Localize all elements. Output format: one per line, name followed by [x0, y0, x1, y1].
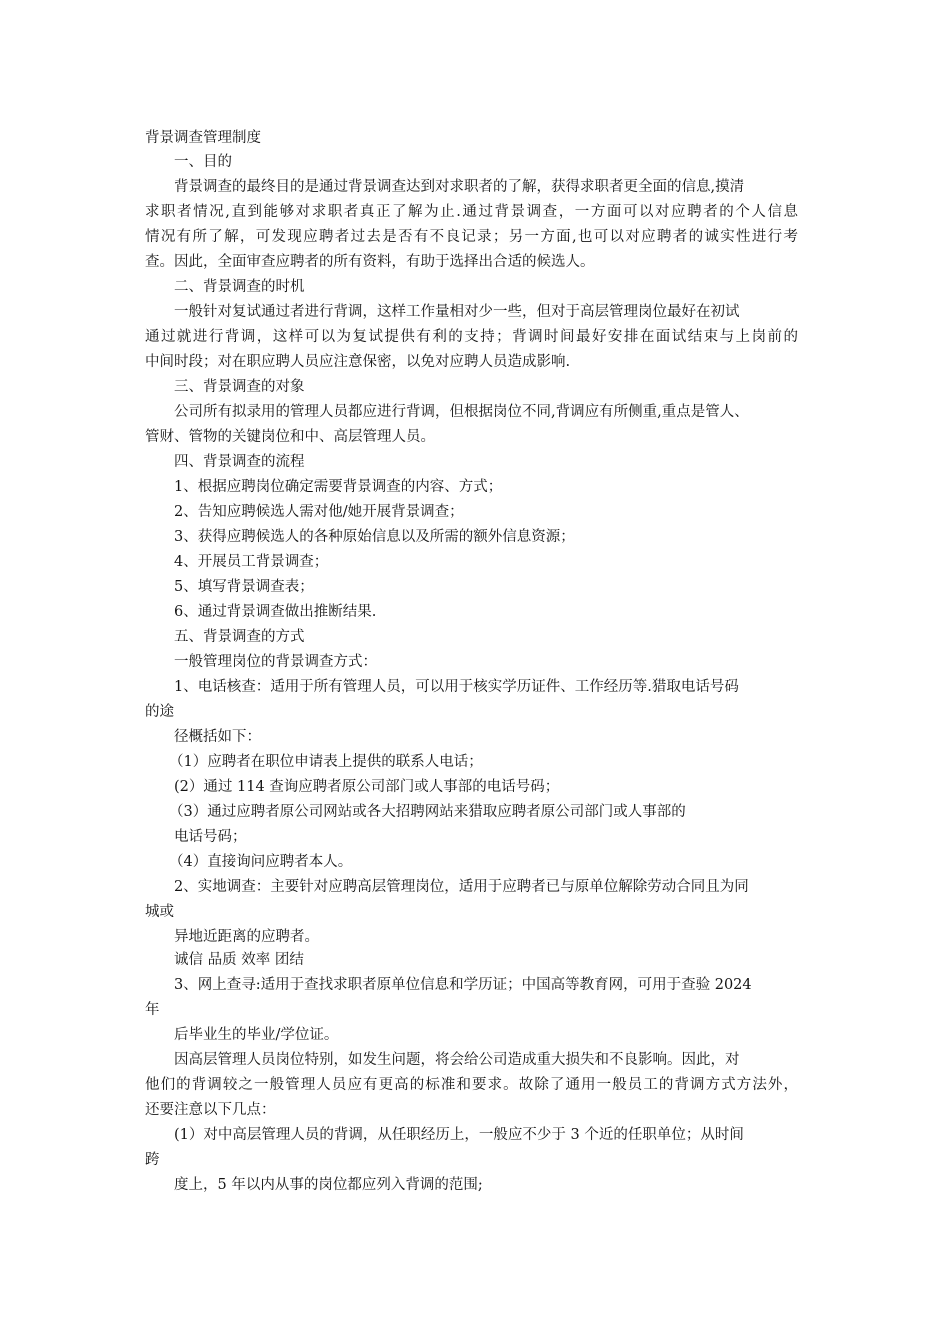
- method-phone-line: 径概括如下：: [174, 729, 261, 745]
- process-list-item: 1、根据应聘岗位确定需要背景调查的内容、方式；: [174, 479, 503, 495]
- timing-paragraph-line: 中间时段；对在职应聘人员应注意保密，以免对应聘人员造成影响.: [145, 354, 571, 370]
- process-list-item: 6、通过背景调查做出推断结果.: [174, 604, 377, 620]
- section-heading-purpose: 一、目的: [174, 154, 232, 170]
- process-list-item: 5、填写背景调查表；: [174, 579, 314, 595]
- purpose-paragraph-line: 求职者情况,直到能够对求职者真正了解为止.通过背景调查，一方面可以对应聘者的个人信息: [145, 204, 798, 220]
- purpose-paragraph-line: 查。因此，全面审查应聘者的所有资料，有助于选择出合适的候选人。: [145, 254, 595, 270]
- method-online-line: 后毕业生的毕业/学位证。: [174, 1027, 339, 1043]
- section-heading-timing: 二、背景调查的时机: [174, 279, 305, 295]
- process-list-item: 3、获得应聘候选人的各种原始信息以及所需的额外信息资源；: [174, 529, 575, 545]
- company-motto: 诚信 品质 效率 团结: [174, 952, 304, 968]
- process-list-item: 4、开展员工背景调查；: [174, 554, 329, 570]
- senior-paragraph-line: 他们的背调较之一般管理人员应有更高的标准和要求。故除了通用一般员工的背调方式方法外，: [145, 1077, 798, 1093]
- phone-source-item: （3）通过应聘者原公司网站或各大招聘网站来猎取应聘者原公司部门或人事部的: [169, 804, 686, 820]
- phone-source-item: （1）应聘者在职位申请表上提供的联系人电话；: [169, 754, 483, 770]
- phone-source-item: （4）直接询问应聘者本人。: [169, 854, 353, 870]
- method-phone-line: 1、电话核查：适用于所有管理人员，可以用于核实学历证件、工作经历等.猎取电话号码: [174, 679, 739, 695]
- subjects-paragraph-line: 公司所有拟录用的管理人员都应进行背调，但根据岗位不同,背调应有所侧重,重点是管人、: [174, 404, 749, 420]
- method-online-line: 3、网上查寻:适用于查找求职者原单位信息和学历证；中国高等教育网，可用于查验 2024: [174, 977, 752, 993]
- senior-point-line: (1）对中高层管理人员的背调，从任职经历上，一般应不少于 3 个近的任职单位；从时间: [174, 1127, 744, 1143]
- phone-source-item: 电话号码；: [174, 829, 247, 845]
- method-onsite-line: 城或: [145, 904, 174, 920]
- senior-paragraph-line: 还要注意以下几点：: [145, 1102, 276, 1118]
- phone-source-item: (2）通过 114 查询应聘者原公司部门或人事部的电话号码；: [174, 779, 560, 795]
- methods-intro: 一般管理岗位的背景调查方式：: [174, 654, 377, 670]
- subjects-paragraph-line: 管财、管物的关键岗位和中、高层管理人员。: [145, 429, 435, 445]
- method-phone-line: 的途: [145, 704, 174, 720]
- timing-paragraph-line: 通过就进行背调，这样可以为复试提供有利的支持；背调时间最好安排在面试结束与上岗前的: [145, 329, 798, 345]
- purpose-paragraph-line: 情况有所了解，可发现应聘者过去是否有不良记录；另一方面,也可以对应聘者的诚实性进行考: [145, 229, 798, 245]
- method-onsite-line: 异地近距离的应聘者。: [174, 929, 319, 945]
- timing-paragraph-line: 一般针对复试通过者进行背调，这样工作量相对少一些，但对于高层管理岗位最好在初试: [174, 304, 740, 320]
- section-heading-subjects: 三、背景调查的对象: [174, 379, 305, 395]
- section-heading-process: 四、背景调查的流程: [174, 454, 305, 470]
- document-title: 背景调查管理制度: [145, 130, 261, 146]
- senior-point-line: 跨: [145, 1152, 160, 1168]
- method-onsite-line: 2、实地调查：主要针对应聘高层管理岗位，适用于应聘者已与原单位解除劳动合同且为同: [174, 879, 749, 895]
- senior-paragraph-line: 因高层管理人员岗位特别，如发生问题，将会给公司造成重大损失和不良影响。因此，对: [174, 1052, 740, 1068]
- section-heading-methods: 五、背景调查的方式: [174, 629, 305, 645]
- purpose-paragraph-line: 背景调查的最终目的是通过背景调查达到对求职者的了解，获得求职者更全面的信息,摸清: [174, 179, 745, 195]
- senior-point-line: 度上，5 年以内从事的岗位都应列入背调的范围;: [174, 1177, 483, 1193]
- method-online-line: 年: [145, 1002, 160, 1018]
- process-list-item: 2、告知应聘候选人需对他/她开展背景调查；: [174, 504, 464, 520]
